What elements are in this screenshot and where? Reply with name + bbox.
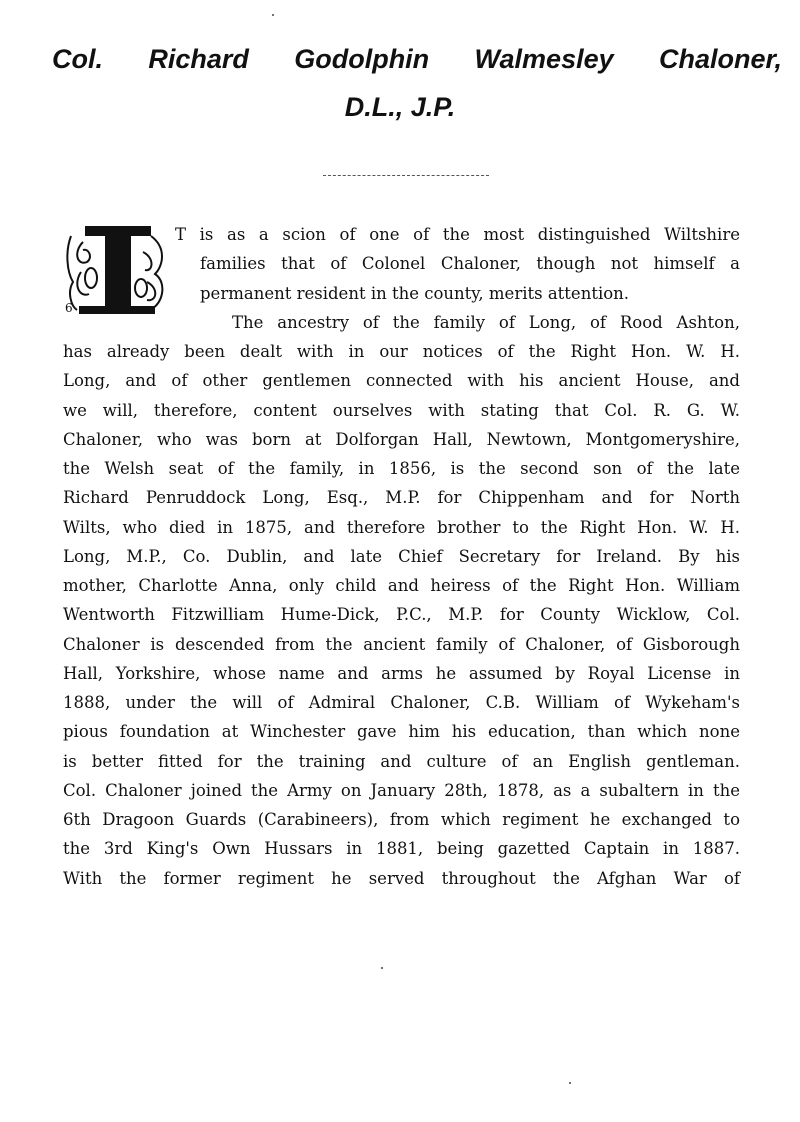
text-line: 1888, under the will of Admiral Chaloner, C.B. William of Wykeham's [63,693,740,712]
text-line: Long, and of other gentlemen connected with his ancient House, and [63,371,740,391]
text-line: T is as a scion of one of the most distinguished Wiltshire [175,225,740,244]
page-title-line-1: Col. Richard Godolphin Walmesley Chaloner, [52,44,782,74]
scan-speck [381,967,383,969]
scan-speck [272,14,274,16]
text-line: Richard Penruddock Long, Esq., M.P. for Chippenham and for North [63,488,740,508]
text-line: families that of Colonel Chaloner, though not himself a [200,254,740,274]
text-line: Long, M.P., Co. Dublin, and late Chief Secretary for Ireland. By his [63,546,740,566]
text-line: we will, therefore, content ourselves with stating that Col. R. G. W. [63,400,740,420]
text-line: has already been dealt with in our notices of the Right Hon. W. H. [63,342,740,361]
text-line: 6th Dragoon Guards (Carabineers), from which regiment he exchanged to [63,810,740,829]
text-line: Wilts, who died in 1875, and therefore brother to the Right Hon. W. H. [63,517,740,537]
page-title-line-2: D.L., J.P. [344,92,456,122]
text-line: permanent resident in the county, merits attention. [200,283,630,303]
text-line: Hall, Yorkshire, whose name and arms he assumed by Royal License in [63,663,740,683]
text-line: the 3rd King's Own Hussars in 1881, being gazetted Captain in 1887. [63,839,740,859]
text-line: the Welsh seat of the family, in 1856, is the second son of the late [63,459,740,478]
text-line: mother, Charlotte Anna, only child and heiress of the Right Hon. William [63,576,740,595]
ornamental-divider [323,175,489,176]
svg-text:6: 6 [65,301,73,315]
text-line: pious foundation at Winchester gave him his education, than which none [63,722,740,742]
text-line: With the former regiment he served throughout the Afghan War of [63,868,740,888]
text-line: Col. Chaloner joined the Army on January 28th, 1878, as a subaltern in the [63,780,740,800]
scan-speck [569,1082,571,1084]
drop-cap-ornament [63,222,171,318]
text-line: Chaloner, who was born at Dolforgan Hall, Newtown, Montgomeryshire, [63,429,740,449]
text-line: The ancestry of the family of Long, of Rood Ashton, [232,312,740,332]
text-line: Wentworth Fitzwilliam Hume-Dick, P.C., M.P. for County Wicklow, Col. [63,605,740,625]
text-line: Chaloner is descended from the ancient family of Chaloner, of Gisborough [63,634,740,654]
text-line: is better fitted for the training and culture of an English gentleman. [63,751,740,771]
